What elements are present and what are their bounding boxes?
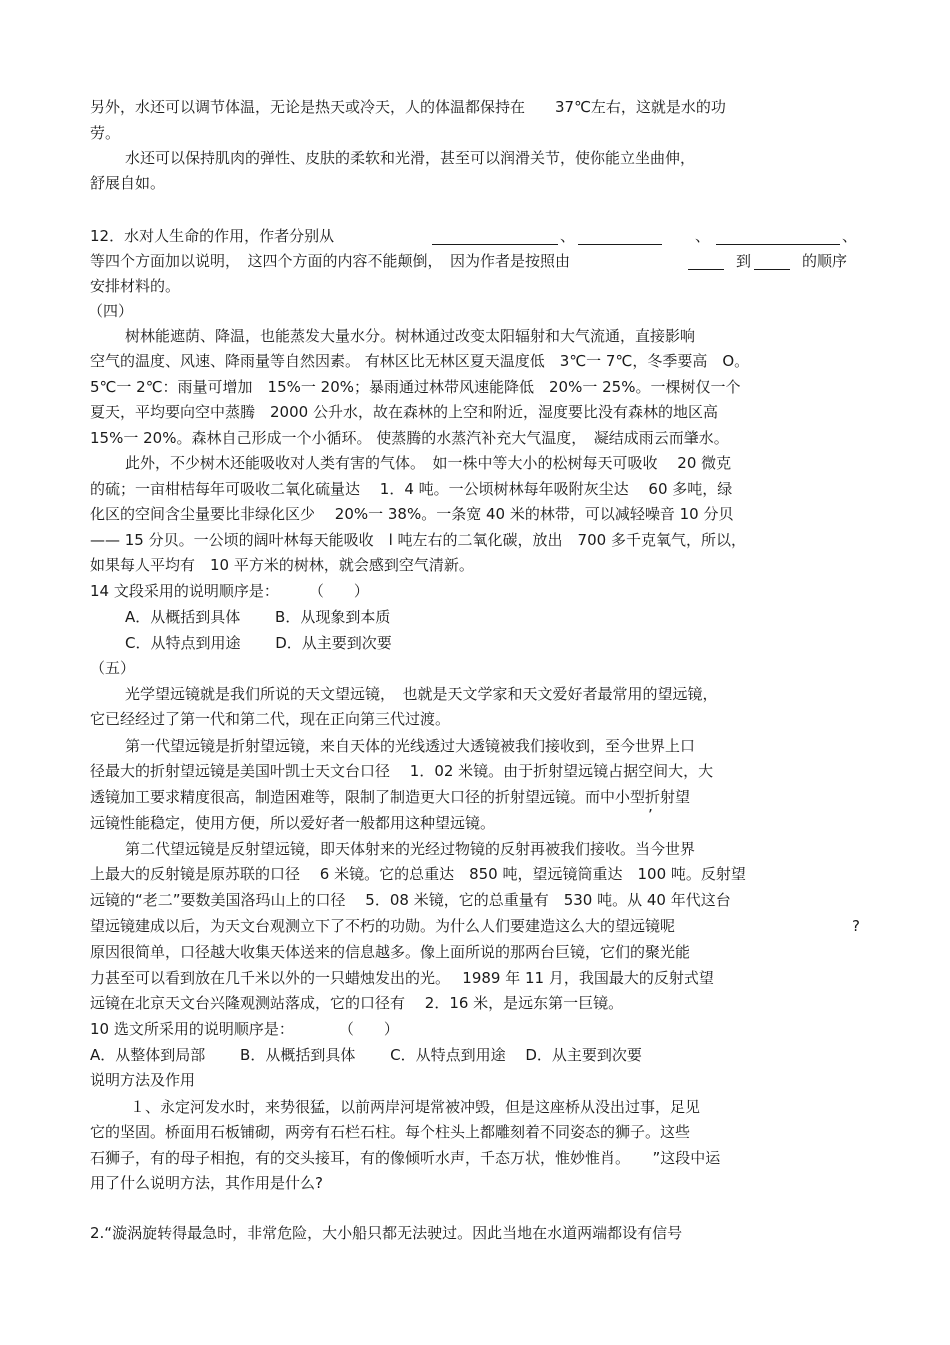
text-line: 用了什么说明方法，其作用是什么?	[90, 1174, 323, 1192]
blank-separator: 、	[560, 227, 576, 245]
question-14: 14 文段采用的说明顺序是： （ ）	[90, 582, 369, 600]
text-line: 水还可以保持肌肉的弹性、皮肤的柔软和光滑，甚至可以润滑关节，使你能立坐曲伸，	[95, 149, 696, 167]
text-line: 劳。	[90, 124, 121, 142]
text-line: 它已经经过了第一代和第二代，现在正向第三代过渡。	[90, 710, 451, 728]
text-line: 树林能遮荫、降温，也能蒸发大量水分。树林通过改变太阳辐射和大气流通，直接影响	[95, 327, 696, 345]
text-line: 舒展自如。	[90, 174, 166, 192]
text-line: 远镜的“老二”要数美国洛玛山上的口径 5．08 米镜，它的总重量有 530 吨。从 40 年代这台	[90, 891, 731, 909]
text-line: 光学望远镜就是我们所说的天文望远镜， 也就是天文学家和天文爱好者最常用的望远镜，	[95, 685, 718, 703]
text-line: 它的坚固。桥面用石板铺砌，两旁有石栏石柱。每个柱头上都雕刻着不同姿态的狮子。这些	[90, 1123, 691, 1141]
text-line: 另外，水还可以调节体温，无论是热天或冷天，人的体温都保持在 37℃左右，这就是水的功	[90, 98, 726, 116]
text-line: １、永定河发水时，来势很猛，以前两岸河堤常被冲毁，但是这座桥从没出过事，足见	[100, 1098, 701, 1116]
text-line: 远镜在北京天文台兴隆观测站落成，它的口径有 2．16 米，是远东第一巨镜。	[90, 994, 624, 1012]
text-line: 径最大的折射望远镜是美国叶凯士天文台口径 1．02 米镜。由于折射望远镜占据空间大，大	[90, 762, 714, 780]
question-2: 2.“漩涡旋转得最急时，非常危险，大小船只都无法驶过。因此当地在水道两端都设有信号	[90, 1224, 683, 1242]
text-line: 望远镜建成以后，为天文台观测立下了不朽的功勋。为什么人们要建造这么大的望远镜呢	[90, 917, 676, 935]
answer-blank-3[interactable]	[716, 228, 840, 245]
text-line: 安排材料的。	[90, 277, 181, 295]
text-line: 5℃一 2℃：雨量可增加 15%一 20%；暴雨通过林带风速能降低 20%一 25%。一棵树仅一个	[90, 378, 741, 396]
choice-line: A．从概括到具体 B．从现象到本质	[95, 608, 391, 626]
text-line: 石狮子，有的母子相抱，有的交头接耳，有的像倾听水声，千态万状，惟妙惟肖。 ”这段中运	[90, 1149, 721, 1167]
stray-mark: ’	[648, 806, 653, 824]
question-10: 10 选文所采用的说明顺序是： （ ）	[90, 1020, 399, 1038]
answer-blank-4[interactable]	[688, 253, 724, 270]
text-line: 化区的空间含尘量要比非绿化区少 20%一 38%。一条宽 40 米的林带，可以减轻噪音 10 分贝	[90, 505, 734, 523]
text-line: 如果每人平均有 10 平方米的树林，就会感到空气清新。	[90, 556, 474, 574]
text-line: 夏天，平均要向空中蒸腾 2000 公升水，故在森林的上空和附近，湿度要比没有森林的地区高	[90, 403, 718, 421]
section-heading-methods: 说明方法及作用	[90, 1071, 196, 1089]
choice-line: A．从整体到局部 B．从概括到具体 C．从特点到用途 D．从主要到次要	[90, 1046, 642, 1064]
answer-blank-1[interactable]	[432, 228, 558, 245]
text-line: 上最大的反射镜是原苏联的口径 6 米镜。它的总重达 850 吨，望远镜筒重达 100 吨。反射望	[90, 865, 746, 883]
text-line: 此外，不少树木还能吸收对人类有害的气体。 如一株中等大小的松树每天可吸收 20 微克	[95, 454, 732, 472]
choice-line: C．从特点到用途 D．从主要到次要	[95, 634, 392, 652]
text-line: 力甚至可以看到放在几千米以外的一只蜡烛发出的光。 1989 年 11 月，我国最大的反射式望	[90, 969, 714, 987]
text-line: 的硫；一亩柑桔每年可吸收二氧化硫量达 1．4 吨。一公顷树林每年吸附灰尘达 60 多吨，绿	[90, 480, 733, 498]
text-line: 15%一 20%。森林自己形成一个小循环。 使蒸腾的水蒸汽补充大气温度， 凝结成雨云而肇水。	[90, 429, 729, 447]
answer-blank-5[interactable]	[754, 253, 790, 270]
blank-separator: 、	[695, 227, 711, 245]
text-line: 透镜加工要求精度很高，制造困难等，限制了制造更大口径的折射望远镜。而中小型折射望	[90, 788, 691, 806]
text-line: 远镜性能稳定，使用方便，所以爱好者一般都用这种望远镜。	[90, 814, 496, 832]
section-heading-5: （五）	[90, 659, 136, 677]
text-line: 第一代望远镜是折射望远镜，来自天体的光线透过大透镜被我们接收到，至今世界上口	[95, 737, 696, 755]
question-12-line1: 12．水对人生命的作用，作者分别从	[90, 227, 335, 245]
text-line: 原因很简单，口径越大收集天体送来的信息越多。像上面所说的那两台巨镜，它们的聚光能	[90, 943, 691, 961]
blank-connector: 到	[736, 252, 752, 270]
blank-separator: 、	[842, 227, 858, 245]
question-12-line2: 等四个方面加以说明， 这四个方面的内容不能颠倒， 因为作者是按照由	[90, 252, 571, 270]
blank-suffix: 的顺序	[802, 252, 848, 270]
text-line: 空气的温度、风速、降雨量等自然因素。 有林区比无林区夏天温度低 3℃一 7℃，冬季要高 O。	[90, 352, 750, 370]
answer-blank-2[interactable]	[578, 228, 662, 245]
text-line: —— 15 分贝。一公顷的阔叶林每天能吸收 l 吨左右的二氧化碳，放出 700 多千克氧气，所以，	[90, 531, 746, 549]
section-heading-4: （四）	[88, 302, 134, 320]
question-mark: ?	[852, 917, 860, 935]
text-line: 第二代望远镜是反射望远镜，即天体射来的光经过物镜的反射再被我们接收。当今世界	[95, 840, 696, 858]
